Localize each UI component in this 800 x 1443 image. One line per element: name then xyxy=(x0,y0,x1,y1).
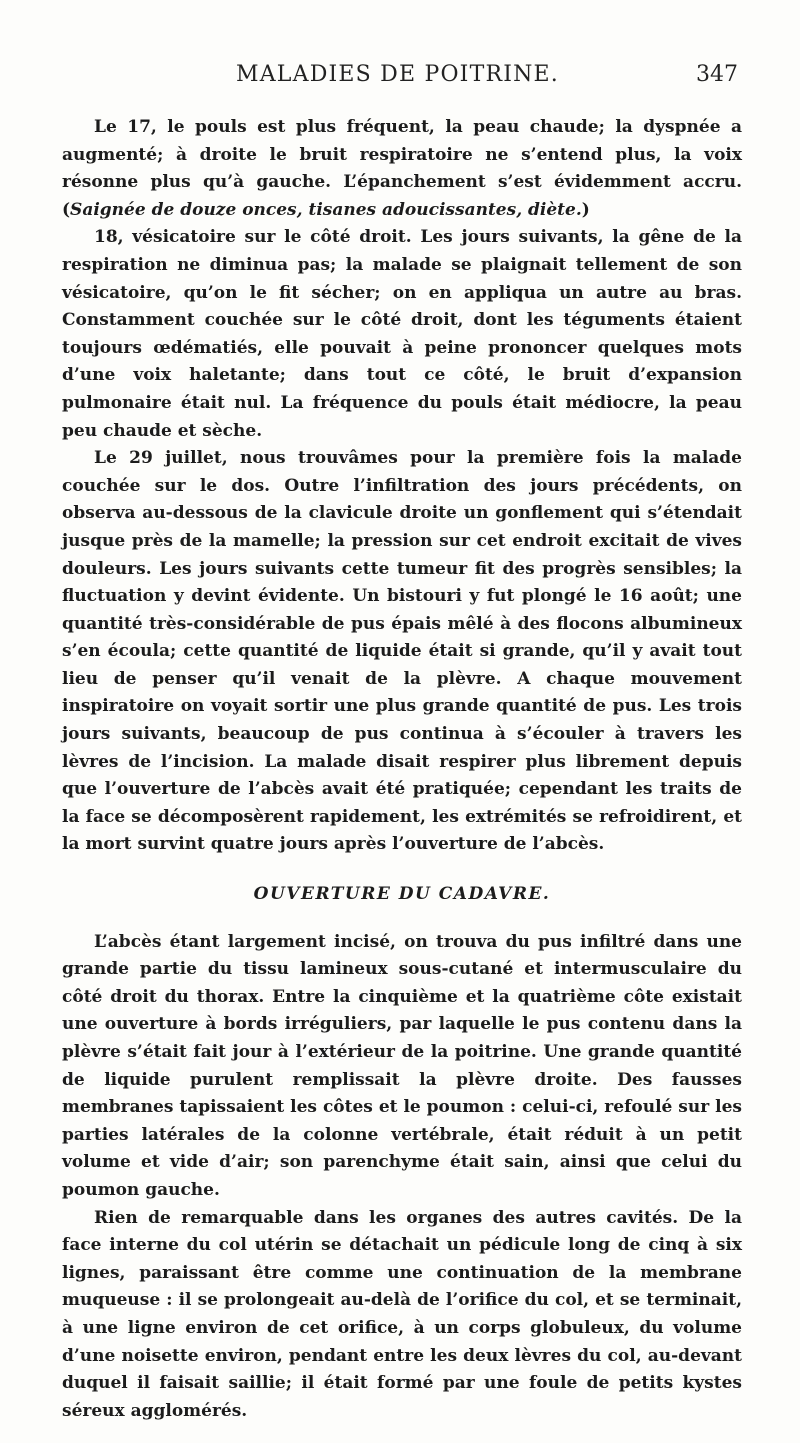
paragraph-18 xyxy=(62,224,742,445)
paragraph-autopsy-1: L’abcès étant largement incisé, on trouva du pus infiltré dans une grande partie du tissu lamineux sous-cutané et intermusculaire du côté droit du thorax. Entre la cinquième et la quatrième côte existait une ouverture à bords irréguliers, par laquelle le pus contenu dans la plèvre s’était fait jour à l’extérieur de la poitrine. Une grande quantité de liquide purulent remplissait la plèvre droite. Des fausses membranes tapissaient les côtes et le poumon : celui-ci, refoulé sur les parties latérales de la colonne vertébrale, était réduit à un petit volume et vide d’air; son parenchyme était sain, ainsi que celui du poumon gauche. xyxy=(62,931,742,1200)
treatment-note: Saignée de douze onces, tisanes adoucissantes, diète. xyxy=(70,199,582,220)
paragraph-autopsy-2: Rien de remarquable dans les organes des autres cavités. De la face interne du col utérin se détachait un pédicule long de cinq à six lignes, paraissant être comme une continuation de la membrane muqueuse : il se prolongeait au-delà de l’orifice du col, et se terminait, à une ligne environ de cet orifice, à un corps globuleux, du volume d’une noisette environ, pendant entre les deux lèvres du col, au-devant duquel il faisait saillie; il était formé par une foule de petits kystes séreux agglomérés. xyxy=(62,1207,742,1421)
section-heading: OUVERTURE DU CADAVRE. xyxy=(253,884,551,905)
paragraph-text: Le 17, le pouls est plus fréquent, la peau chaude; la dyspnée a augmenté; à droite le bruit respiratoire ne s’entend plus, la voix résonne plus qu’à gauche. L’épanchement s’est évidemment accru. ( xyxy=(62,117,742,220)
paragraph-text: Le 29 juillet, nous trouvâmes pour la première fois la malade couchée sur le dos. Outre l’infiltration des jours précédents, on observa au-dessous de la clavicule droite un gonflement qui s’étendait jusque près de la mamelle; la pression sur cet endroit excitait de vives douleurs. Les jours suivants cette tumeur fit des progrès sensibles; la fluctuation y devint évidente. Un bistouri y fut plongé le 16 août; une quantité très-considérable de pus épais mêlé à des flocons albumineux s’en écoula; cette quantité de liquide était si grande, qu’il y avait tout lieu de penser qu’il venait de la plèvre. A chaque mouvement inspiratoire on voyait sortir une plus grande quantité de pus. Les trois jours suivants, beaucoup de pus continua à s’écouler à travers les lèvres de l’incision. La malade disait respirer plus librement depuis que l’ouverture de l’abcès avait été pratiquée; cependant les traits de la face se décomposèrent rapidement, les extrémités se refroidirent, et la mort survint quatre jours après l’ouverture de l’abcès. xyxy=(62,448,742,855)
paragraph-text-end: ) xyxy=(581,199,590,220)
paragraph-text: 18, vésicatoire sur le côté droit. Les jours suivants, la gêne de la respiration ne diminua pas; la malade se plaignait tellement de son vésicatoire, qu’on le fit sécher; on en appliqua un autre au bras. Constamment couchée sur le côté droit, dont les téguments étaient toujours œdématiés, elle pouvait à peine prononcer quelques mots d’une voix haletante; dans tout ce côté, le bruit d’expansion pulmonaire était nul. La fréquence du pouls était médiocre, la peau peu chaude et sèche. xyxy=(62,227,742,441)
paragraph-29-juillet xyxy=(62,445,742,859)
running-title: MALADIES DE POITRINE. xyxy=(235,62,560,87)
paragraph-17 xyxy=(62,114,742,224)
page-number: 347 xyxy=(696,62,738,87)
body-text xyxy=(62,114,742,1425)
